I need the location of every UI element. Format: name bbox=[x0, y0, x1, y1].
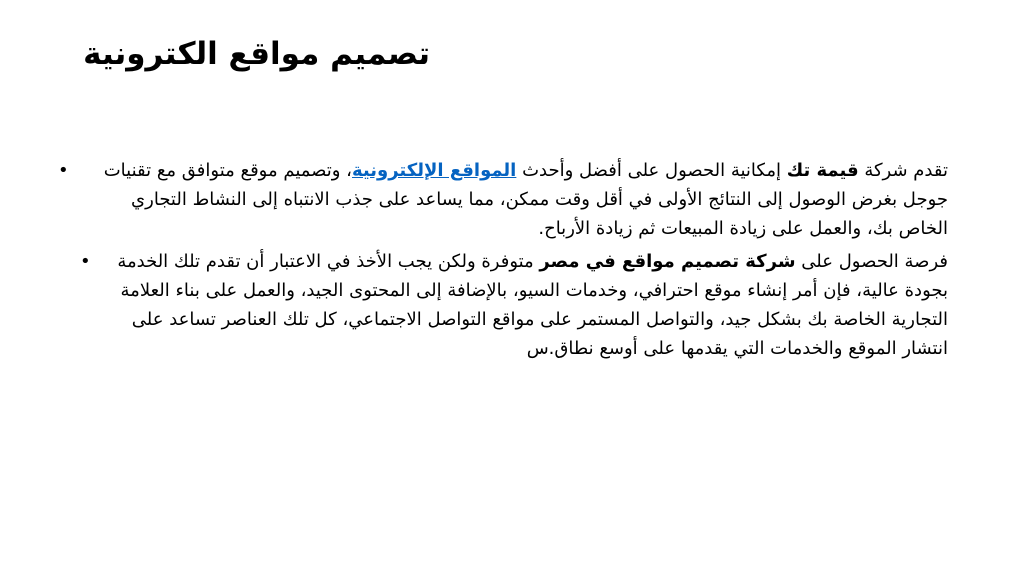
paragraph-1-text-2: إمكانية الحصول على أفضل وأحدث bbox=[516, 160, 787, 181]
paragraph-1-text-3: ، وتصميم موقع متوافق مع تقنيات جوجل بغرض الوصول إلى النتائج الأولى في أقل وقت ممكن، مما يساعد على جذب الانتباه إلى النشاط التجاري الخاص بك، والعمل على زيادة المبيعات ثم زيادة الأرباح. bbox=[103, 160, 948, 239]
paragraph-2-text-2: متوفرة ولكن يجب الأخذ في الاعتبار أن تقدم تلك الخدمة بجودة عالية، فإن أمر إنشاء موقع احترافي، وخدمات السيو، بالإضافة إلى المحتوى الجيد، والعمل على بناء العلامة التجارية الخاصة بك بشكل جيد، والتواصل المستمر على مواقع التواصل الاجتماعي، كل تلك العناصر تساعد على انتشار الموقع والخدمات التي يقدمها على أوسع نطاق.س bbox=[117, 251, 948, 359]
slide-title: تصميم مواقع الكترونية bbox=[83, 36, 430, 72]
company-name: قيمة تك bbox=[786, 160, 859, 181]
bullet-dot-icon: • bbox=[58, 160, 69, 181]
bullet-list bbox=[58, 156, 948, 367]
bullet-item-2 bbox=[80, 247, 948, 363]
company-keyword: شركة تصميم مواقع في مصر bbox=[539, 251, 796, 272]
paragraph-2-text: فرصة الحصول على bbox=[795, 251, 948, 272]
websites-link[interactable]: المواقع الإلكترونية bbox=[352, 160, 517, 181]
bullet-item-1 bbox=[58, 156, 948, 243]
paragraph-1-text: تقدم شركة bbox=[858, 160, 948, 181]
bullet-dot-icon: • bbox=[80, 251, 91, 272]
